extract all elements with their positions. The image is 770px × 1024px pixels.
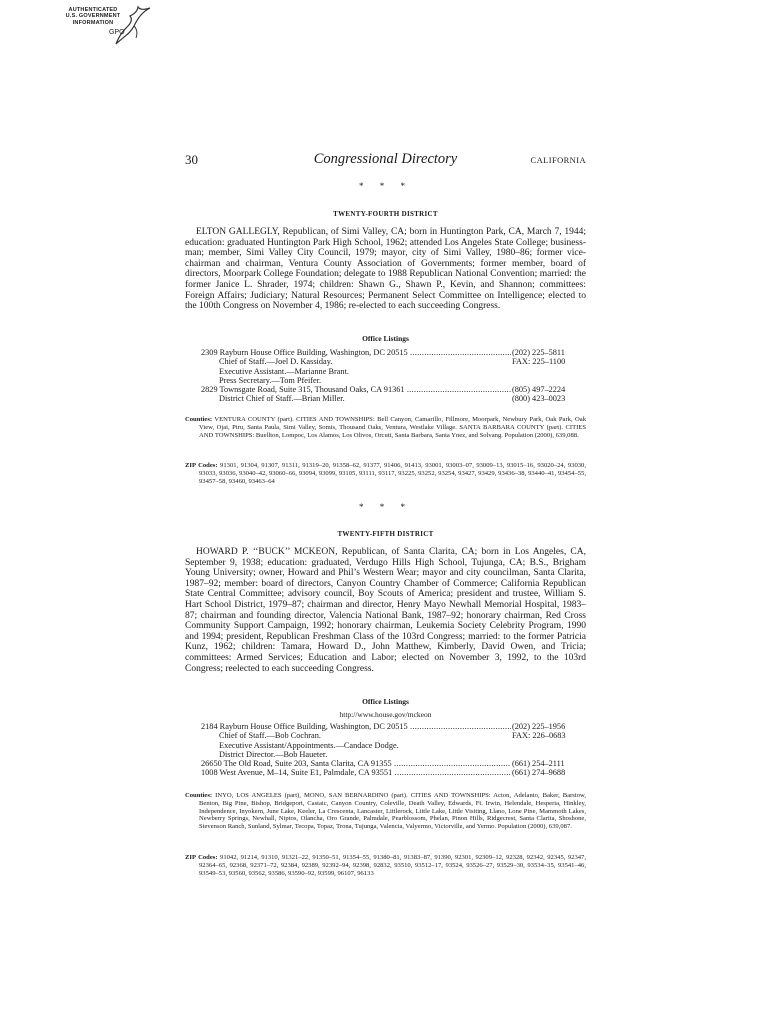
office-row [185, 741, 586, 750]
office-row [185, 759, 586, 768]
district-24-counties [185, 416, 586, 439]
office-fax: FAX: 226–0683 [512, 731, 566, 741]
office-row [185, 348, 586, 357]
zip-text: 91301, 91304, 91307, 91311, 91319–20, 91358–62, 91377, 91406, 91413, 93001, 93003–07, 93009–13, 93015–16, 93020–24, 93030, 93033, 93036, 93040–42, 93060–66, 93094, 93099, 93105, 93111, 93117, 93225, 93252, 93254, 93427, 93429, 93436–38, 93440–41, 93454–55, 93457–58, 93460, 93463–64 [199, 462, 587, 485]
district-24-biography: ELTON GALLEGLY, Republican, of Simi Valley, CA; born in Huntington Park, CA, March 7, 1944; education: graduated Huntington Park High School, 1962; attended Los Angeles State College; businessman; member, Simi Valley City Council, 1979; mayor, city of Simi Valley, 1980–86; former vice-chairman and chairman, Ventura County Association of Governments; former member, board of directors, Moorpark College Foundation; delegate to 1988 Republican National Convention; married: the former Janice L. Shrader, 1974; children: Shawn G., Shawn P., Kevin, and Shannon; committees: Foreign Affairs; Judiciary; Natural Resources; Permanent Select Committee on Intelligence; elected to the 100th Congress on November 4, 1986; re-elected to each succeeding Congress. [185, 227, 586, 312]
logo-gpo-text: GPO [109, 29, 125, 36]
office-row [185, 750, 586, 759]
counties-text: VENTURA COUNTY (part). CITIES AND TOWNSHIPS: Bell Canyon, Camarillo, Fillmore, Moorpark, Newbury Park, Oak Park, Oak View, Ojai, Piru, Santa Paula, Simi Valley, Somis, Thousand Oaks, Ventura, Westlake Village. SANTA BARBARA COUNTY (part). CITIES AND TOWNSHIPS: Buellton, Lompoc, Los Alamos, Los Olivos, Orcutt, Santa Barbara, Santa Ynez, and Solvang. Population (2000), 639,088. [199, 416, 586, 439]
district-25-heading: TWENTY-FIFTH DISTRICT [337, 530, 434, 538]
gpo-authentication-logo [62, 4, 152, 46]
counties-label: Counties: [185, 416, 213, 423]
section-separator: * * * [359, 502, 412, 512]
office-row [185, 385, 586, 394]
office-address: 2309 Rayburn House Office Building, Washington, DC 20515 ..... [201, 348, 511, 357]
office-phone: (661) 274–9688 [512, 768, 566, 778]
district-24-office-heading: Office Listings [362, 334, 409, 343]
logo-line-3: INFORMATION [72, 19, 114, 26]
logo-line-2: U.S. GOVERNMENT [65, 13, 121, 20]
district-24-office-list [185, 348, 586, 404]
office-staff: Chief of Staff.—Bob Cochran. [219, 731, 321, 741]
district-25-website[interactable]: http://www.house.gov/mckeon [339, 710, 432, 719]
district-25-zip-codes [185, 854, 586, 877]
office-staff: District Chief of Staff.—Brian Miller. [219, 394, 345, 404]
district-25-office-heading: Office Listings [362, 697, 409, 706]
page-number: 30 [185, 152, 198, 167]
office-phone: (805) 497–2224 [512, 385, 566, 395]
district-24-zip-codes [185, 462, 586, 485]
page-header [185, 152, 586, 170]
office-row [185, 731, 586, 740]
counties-text: INYO, LOS ANGELES (part), MONO, SAN BERNARDINO (part). CITIES AND TOWNSHIPS: Acton, Adelanto, Baker, Barstow, Benton, Big Pine, Bishop, Bridgeport, Castaic, Canyon Country, Coleville, Death Valley, Edwards, Ft. Irwin, Helendale, Hesperia, Hinkley, Independence, Inyokern, June Lake, Keeler, La Crescenta, Lancaster, Littlerock, Little Lake, Little Visiting, Llano, Lone Pine, Mammoth Lakes, Newberry Springs, Newhall, Niptos, Olancha, Oro Grande, Palmdale, Pearblossom, Phelan, Pinon Hills, Ridgecrest, Santa Clarita, Shoshone, Stevenson Ranch, Sunland, Sylmar, Tecopa, Topaz, Trona, Tujunga, Valencia, Valyermo, Victorville, and Yermo. Population (2000), 639,087. [199, 792, 586, 831]
logo-line-1: AUTHENTICATED [68, 7, 118, 13]
office-address: 26650 The Old Road, Suite 203, Santa Clarita, CA 91355 ..... [201, 759, 511, 768]
office-staff: Chief of Staff.—Joel D. Kassiday. [219, 357, 333, 367]
office-staff: Press Secretary.—Tom Pfeifer. [219, 375, 322, 385]
office-phone: (202) 225–5811 [512, 348, 565, 357]
eagle-icon [112, 4, 152, 46]
office-row [185, 722, 586, 731]
office-phone: (202) 225–1956 [512, 722, 566, 731]
office-staff: District Director.—Bob Haueter. [219, 749, 328, 759]
office-row [185, 768, 586, 777]
office-row [185, 367, 586, 376]
section-separator: * * * [359, 181, 412, 191]
district-24-heading: TWENTY-FOURTH DISTRICT [333, 210, 438, 218]
state-label: CALIFORNIA [530, 155, 586, 165]
office-phone: (800) 423–0023 [512, 394, 566, 404]
office-address: 2184 Rayburn House Office Building, Washington, DC 20515 ..... [201, 722, 511, 731]
running-title: Congressional Directory [313, 151, 458, 167]
zip-text: 91042, 91214, 91310, 91321–22, 91350–51, 91354–55, 91380–81, 91383–87, 91390, 92301, 92309–12, 92328, 92342, 92345, 92347, 92364–65, 92368, 92371–72, 92384, 92389, 92392–94, 92398, 92832, 93510, 93512–17, 93524, 93526–27, 93529–30, 93534–35, 93541–46, 93549–53, 93560, 93562, 93586, 93590–92, 93599, 96107, 96133 [199, 854, 586, 877]
office-phone: (661) 254–2111 [512, 759, 565, 769]
office-fax: FAX: 225–1100 [512, 357, 566, 367]
office-row [185, 376, 586, 385]
office-staff: Executive Assistant.—Marianne Brant. [219, 366, 349, 376]
zip-label: ZIP Codes: [185, 854, 218, 861]
district-25-biography: HOWARD P. ‘‘BUCK’’ MCKEON, Republican, of Santa Clarita, CA; born in Los Angeles, CA, September 9, 1938; education: graduated, Verdugo Hills High School, Tujunga, CA; B.S., Brigham Young University; owner, Howard and Phil’s Western Wear; mayor and city councilman, Santa Clarita, 1987–92; member: board of directors, Canyon Country Chamber of Commerce; California Republican State Central Committee; advisory council, Boy Scouts of America; president and trustee, William S. Hart School District, 1979–87; chairman and director, Henry Mayo Newhall Memorial Hospital, 1983–87; chairman and founding director, Valencia National Bank, 1987–92; honorary chairman, Red Cross Community Support Campaign, 1992; honorary chairman, Leukemia Society Celebrity Program, 1990 and 1994; president, Republican Freshman Class of the 103rd Congress; married: to the former Patricia Kunz, 1962; children: Tamara, Howard D., John Matthew, Kimberly, David Owen, and Tricia; committees: Armed Services; Education and Labor; elected on November 3, 1992, to the 103rd Congress; reelected to each succeeding Congress. [185, 547, 586, 674]
counties-label: Counties: [185, 792, 213, 799]
district-25-counties [185, 792, 586, 831]
office-address: 1008 West Avenue, M–14, Suite E1, Palmdale, CA 93551 ..... [201, 768, 511, 777]
office-row [185, 357, 586, 366]
district-25-office-list [185, 722, 586, 778]
office-staff: Executive Assistant/Appointments.—Candace Dodge. [219, 740, 399, 750]
zip-label: ZIP Codes: [185, 462, 218, 469]
office-address: 2829 Townsgate Road, Suite 315, Thousand Oaks, CA 91361 ..... [201, 385, 511, 394]
office-row [185, 394, 586, 403]
